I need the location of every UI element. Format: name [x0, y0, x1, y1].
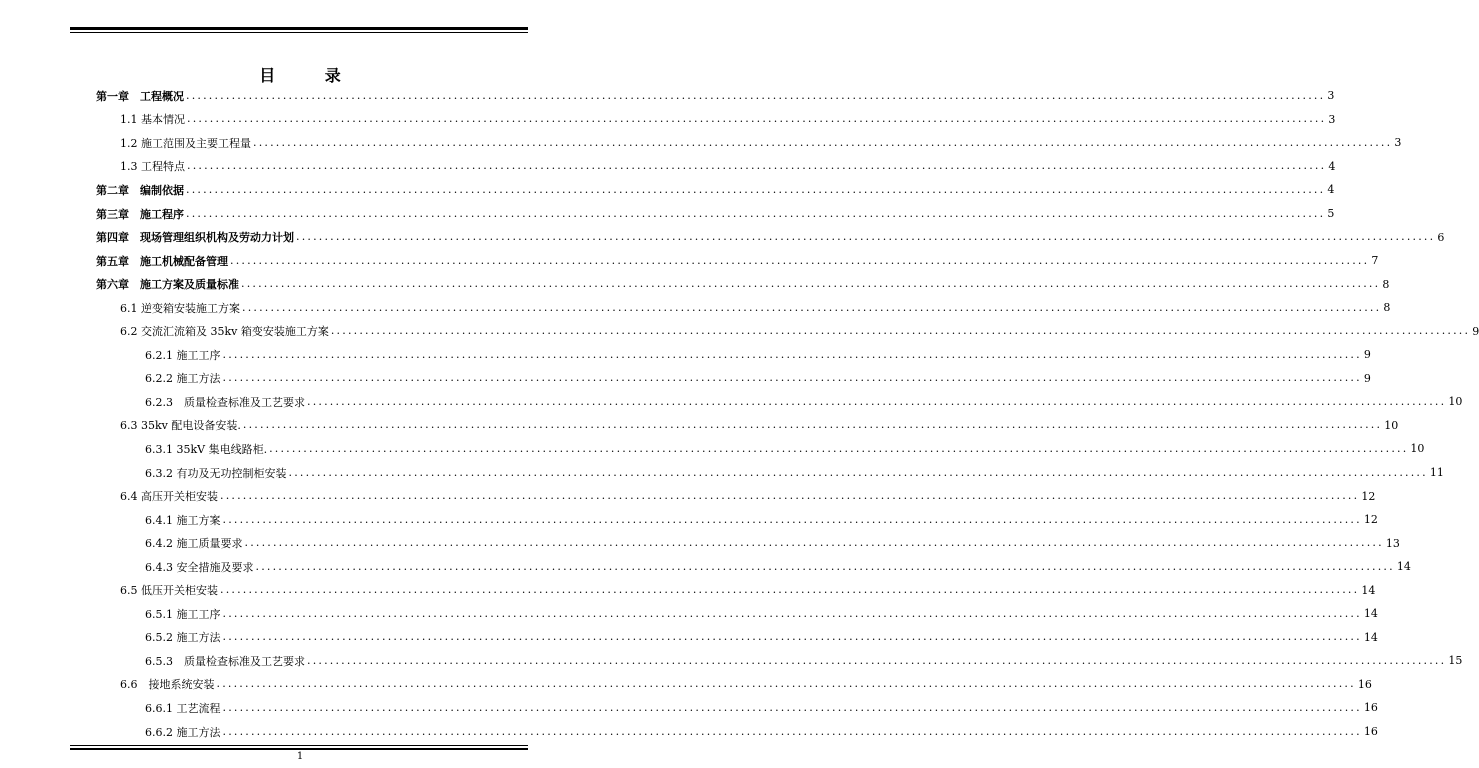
toc-dot-leader: ........................................................................................................................................................................................................ — [222, 512, 1362, 526]
toc-dot-leader: ........................................................................................................................................................................................................ — [186, 88, 1326, 102]
toc-entry[interactable] — [0, 225, 1445, 249]
toc-entry[interactable] — [0, 437, 1425, 461]
toc-dot-leader: ........................................................................................................................................................................................................ — [186, 206, 1326, 220]
toc-entry-label: 6.4.1 施工方案 — [145, 513, 221, 527]
toc-dot-leader: ........................................................................................................................................................................................................ — [253, 135, 1393, 149]
toc-entry-label: 第三章 施工程序 — [96, 207, 184, 221]
footer-rule-thin — [70, 745, 528, 746]
toc-entry-label: 1.1 基本情况 — [120, 113, 185, 127]
footer-rule-thick — [70, 748, 528, 750]
toc-dot-leader: ........................................................................................................................................................................................................ — [307, 394, 1447, 408]
toc-entry-label: 6.6.2 施工方法 — [145, 725, 221, 739]
toc-entry-page: 8 — [1383, 301, 1391, 315]
toc-entry[interactable] — [0, 131, 1402, 155]
toc-entry[interactable] — [0, 673, 1372, 697]
toc-entry-label: 第一章 工程概况 — [96, 89, 184, 103]
toc-entry[interactable] — [0, 272, 1390, 296]
toc-entry-label: 6.6.1 工艺流程 — [145, 701, 221, 715]
toc-dot-leader: ........................................................................................................................................................................................................ — [244, 536, 1384, 550]
toc-entry-page: 9 — [1472, 324, 1479, 338]
toc-dot-leader: ........................................................................................................................................................................................................ — [241, 277, 1381, 291]
toc-dot-leader: ........................................................................................................................................................................................................ — [222, 700, 1362, 714]
toc-entry-page: 9 — [1363, 371, 1371, 385]
toc-dot-leader: ........................................................................................................................................................................................................ — [220, 583, 1360, 597]
toc-entry-page: 6 — [1437, 230, 1445, 244]
toc-dot-leader: ........................................................................................................................................................................................................ — [230, 253, 1370, 267]
toc-entry[interactable] — [0, 296, 1391, 320]
header-rule-thin — [70, 32, 528, 33]
toc-entry-page: 8 — [1382, 277, 1390, 291]
toc-entry[interactable] — [0, 390, 1463, 414]
toc-entry-page: 13 — [1385, 536, 1400, 550]
toc-dot-leader: ........................................................................................................................................................................................................ — [307, 653, 1447, 667]
toc-entry-label: 6.1 逆变箱安装施工方案 — [120, 301, 240, 315]
toc-entry-page: 3 — [1394, 136, 1402, 150]
toc-entry-page: 16 — [1363, 725, 1378, 739]
toc-entry[interactable] — [0, 484, 1376, 508]
toc-entry[interactable] — [0, 249, 1379, 273]
toc-entry-page: 10 — [1410, 442, 1425, 456]
toc-entry-label: 6.2 交流汇流箱及 35kv 箱变安装施工方案 — [120, 325, 329, 339]
toc-entry-page: 14 — [1361, 583, 1376, 597]
toc-dot-leader: ........................................................................................................................................................................................................ — [242, 418, 1383, 432]
toc-entry-page: 10 — [1384, 418, 1399, 432]
toc-entry-page: 11 — [1429, 466, 1444, 480]
toc-entry-label: 第六章 施工方案及质量标准 — [96, 278, 239, 292]
toc-dot-leader: ........................................................................................................................................................................................................ — [220, 489, 1360, 503]
toc-entry[interactable] — [0, 84, 1335, 108]
toc-entry-label: 1.2 施工范围及主要工程量 — [120, 136, 251, 150]
toc-entry-label: 6.3.2 有功及无功控制柜安装 — [145, 466, 287, 480]
toc-dot-leader: ........................................................................................................................................................................................................ — [242, 300, 1382, 314]
toc-entry-label: 6.2.2 施工方法 — [145, 372, 221, 386]
toc-entry-page: 14 — [1396, 560, 1411, 574]
toc-dot-leader: ........................................................................................................................................................................................................ — [216, 677, 1356, 691]
toc-entry[interactable] — [0, 178, 1335, 202]
toc-entry-page: 3 — [1328, 112, 1336, 126]
toc-entry[interactable] — [0, 649, 1463, 673]
toc-entry-page: 5 — [1327, 207, 1335, 220]
toc-list — [0, 84, 1479, 743]
toc-entry-label: 第二章 编制依据 — [96, 183, 184, 197]
toc-entry[interactable] — [0, 319, 1479, 343]
toc-entry-label: 第五章 施工机械配备管理 — [96, 254, 228, 268]
toc-entry-label: 6.4.3 安全措施及要求 — [145, 560, 254, 574]
toc-entry[interactable] — [0, 696, 1378, 720]
toc-dot-leader: ........................................................................................................................................................................................................ — [222, 347, 1362, 361]
toc-entry[interactable] — [0, 602, 1378, 626]
toc-entry-page: 15 — [1448, 654, 1463, 668]
toc-dot-leader: ........................................................................................................................................................................................................ — [288, 465, 1428, 479]
toc-entry-page: 3 — [1327, 89, 1335, 103]
toc-entry-page: 12 — [1361, 489, 1376, 503]
toc-title: 目 录 — [259, 66, 363, 85]
toc-entry-page: 12 — [1363, 513, 1378, 527]
toc-dot-leader: ........................................................................................................................................................................................................ — [269, 441, 1409, 455]
toc-entry[interactable] — [0, 414, 1399, 438]
toc-entry[interactable] — [0, 578, 1376, 602]
toc-entry-label: 6.5.1 施工工序 — [145, 607, 221, 621]
toc-entry-page: 16 — [1363, 701, 1378, 715]
toc-entry[interactable] — [0, 508, 1378, 532]
toc-entry-label: 6.4 高压开关柜安装 — [120, 490, 218, 504]
toc-dot-leader: ........................................................................................................................................................................................................ — [222, 630, 1362, 644]
toc-entry-label: 1.3 工程特点 — [120, 160, 185, 174]
toc-entry-label: 6.6 接地系统安装 — [120, 678, 215, 692]
toc-dot-leader: ........................................................................................................................................................................................................ — [222, 724, 1362, 738]
toc-entry-label: 6.5.2 施工方法 — [145, 631, 221, 645]
toc-entry-page: 16 — [1357, 677, 1372, 691]
toc-entry-label: 第四章 现场管理组织机构及劳动力计划 — [96, 231, 294, 245]
toc-entry-label: 6.3 35kv 配电设备安装. — [120, 419, 241, 433]
toc-entry-page: 7 — [1371, 254, 1379, 268]
toc-entry[interactable] — [0, 108, 1336, 132]
toc-entry-label: 6.5.3 质量检查标准及工艺要求 — [145, 654, 305, 668]
toc-entry[interactable] — [0, 626, 1378, 650]
toc-entry-label: 6.3.1 35kV 集电线路柜. — [145, 442, 268, 456]
toc-entry-label: 6.2.1 施工工序 — [145, 348, 221, 362]
toc-dot-leader: ........................................................................................................................................................................................................ — [330, 324, 1471, 338]
toc-dot-leader: ........................................................................................................................................................................................................ — [222, 606, 1362, 620]
toc-entry-page: 10 — [1448, 395, 1463, 409]
toc-entry[interactable] — [0, 720, 1378, 744]
toc-entry-page: 14 — [1363, 607, 1378, 621]
toc-entry-page: 14 — [1363, 630, 1378, 644]
toc-entry[interactable] — [0, 202, 1335, 226]
header-rule-thick — [70, 27, 528, 30]
toc-entry-page: 4 — [1327, 183, 1335, 197]
page-number: 1 — [296, 751, 304, 762]
toc-entry-label: 6.5 低压开关柜安装 — [120, 584, 218, 598]
toc-entry[interactable] — [0, 367, 1371, 391]
toc-entry-page: 4 — [1328, 159, 1336, 173]
toc-dot-leader: ........................................................................................................................................................................................................ — [186, 182, 1326, 196]
toc-entry-label: 6.4.2 施工质量要求 — [145, 537, 243, 551]
toc-dot-leader: ........................................................................................................................................................................................................ — [222, 371, 1362, 385]
toc-entry-page: 9 — [1363, 348, 1371, 362]
toc-dot-leader: ........................................................................................................................................................................................................ — [187, 159, 1327, 173]
toc-entry[interactable] — [0, 461, 1444, 485]
toc-entry[interactable] — [0, 531, 1400, 555]
toc-entry-label: 6.2.3 质量检查标准及工艺要求 — [145, 395, 305, 409]
toc-dot-leader: ........................................................................................................................................................................................................ — [187, 112, 1327, 126]
toc-entry[interactable] — [0, 343, 1371, 367]
toc-dot-leader: ........................................................................................................................................................................................................ — [255, 559, 1395, 573]
toc-dot-leader: ........................................................................................................................................................................................................ — [296, 230, 1436, 244]
toc-entry[interactable] — [0, 155, 1336, 179]
toc-entry[interactable] — [0, 555, 1411, 579]
